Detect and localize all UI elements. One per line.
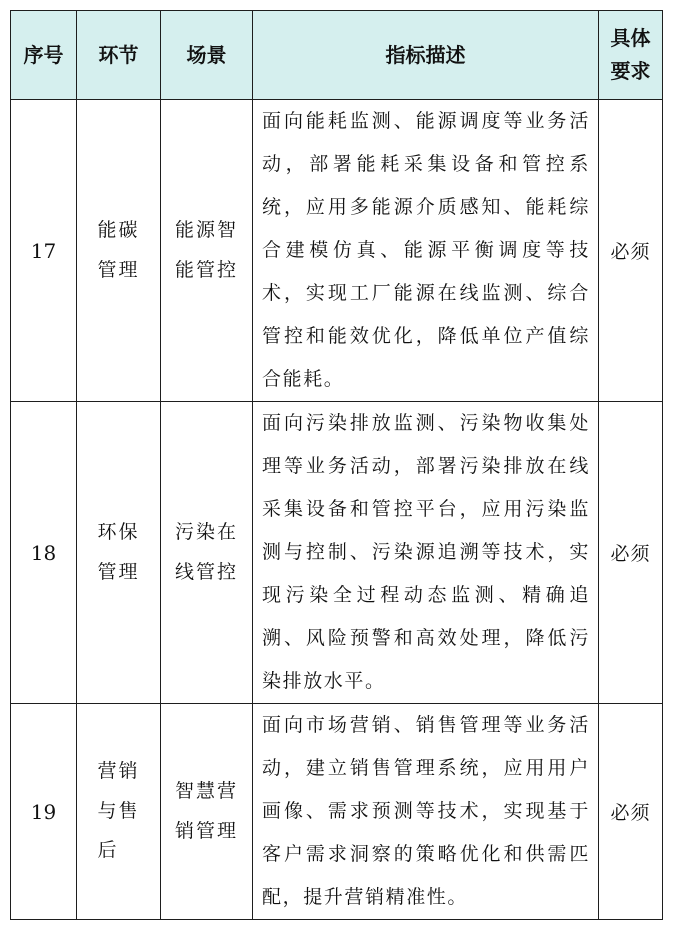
- table-row: [11, 100, 663, 402]
- row-scenario-line: 能源智: [174, 218, 238, 241]
- row-scenario-line: 线管控: [174, 560, 238, 583]
- header-stage: 环节: [77, 11, 161, 100]
- row-stage: [77, 402, 161, 704]
- header-description: 指标描述: [253, 11, 599, 100]
- row-stage: [77, 100, 161, 402]
- table-header-row: [11, 11, 663, 100]
- header-index: 序号: [11, 11, 77, 100]
- header-requirement-line2: 要求: [610, 59, 651, 83]
- row-stage-line: 与售: [97, 799, 140, 822]
- row-stage-line: 能碳: [97, 218, 140, 241]
- header-requirement-line1: 具体: [610, 26, 651, 50]
- row-index: 17: [11, 100, 77, 402]
- row-stage: [77, 704, 161, 920]
- row-scenario-line: 销管理: [174, 819, 238, 842]
- row-requirement: 必须: [599, 100, 663, 402]
- row-stage-line: 管理: [97, 560, 140, 583]
- row-stage-line: 营销: [97, 759, 140, 782]
- header-requirement: [599, 11, 663, 100]
- row-scenario: [161, 100, 253, 402]
- row-description: 面向污染排放监测、污染物收集处理等业务活动，部署污染排放在线采集设备和管控平台，应用污染监测与控制、污染源追溯等技术，实现污染全过程动态监测、精确追溯、风险预警和高效处理，降低污染排放水平。: [253, 402, 599, 704]
- header-scenario: 场景: [161, 11, 253, 100]
- indicator-table: [10, 10, 663, 920]
- row-index: 18: [11, 402, 77, 704]
- row-index: 19: [11, 704, 77, 920]
- row-requirement: 必须: [599, 402, 663, 704]
- table-row: [11, 704, 663, 920]
- row-description: 面向能耗监测、能源调度等业务活动，部署能耗采集设备和管控系统，应用多能源介质感知、能耗综合建模仿真、能源平衡调度等技术，实现工厂能源在线监测、综合管控和能效优化，降低单位产值综合能耗。: [253, 100, 599, 402]
- row-scenario: [161, 402, 253, 704]
- row-scenario-line: 能管控: [174, 258, 238, 281]
- row-stage-line: 后: [97, 839, 119, 862]
- row-scenario: [161, 704, 253, 920]
- row-scenario-line: 污染在: [174, 520, 238, 543]
- row-scenario-line: 智慧营: [174, 779, 238, 802]
- row-stage-line: 管理: [97, 258, 140, 281]
- row-description: 面向市场营销、销售管理等业务活动，建立销售管理系统，应用用户画像、需求预测等技术，实现基于客户需求洞察的策略优化和供需匹配，提升营销精准性。: [253, 704, 599, 920]
- table-row: [11, 402, 663, 704]
- row-stage-line: 环保: [97, 520, 140, 543]
- row-requirement: 必须: [599, 704, 663, 920]
